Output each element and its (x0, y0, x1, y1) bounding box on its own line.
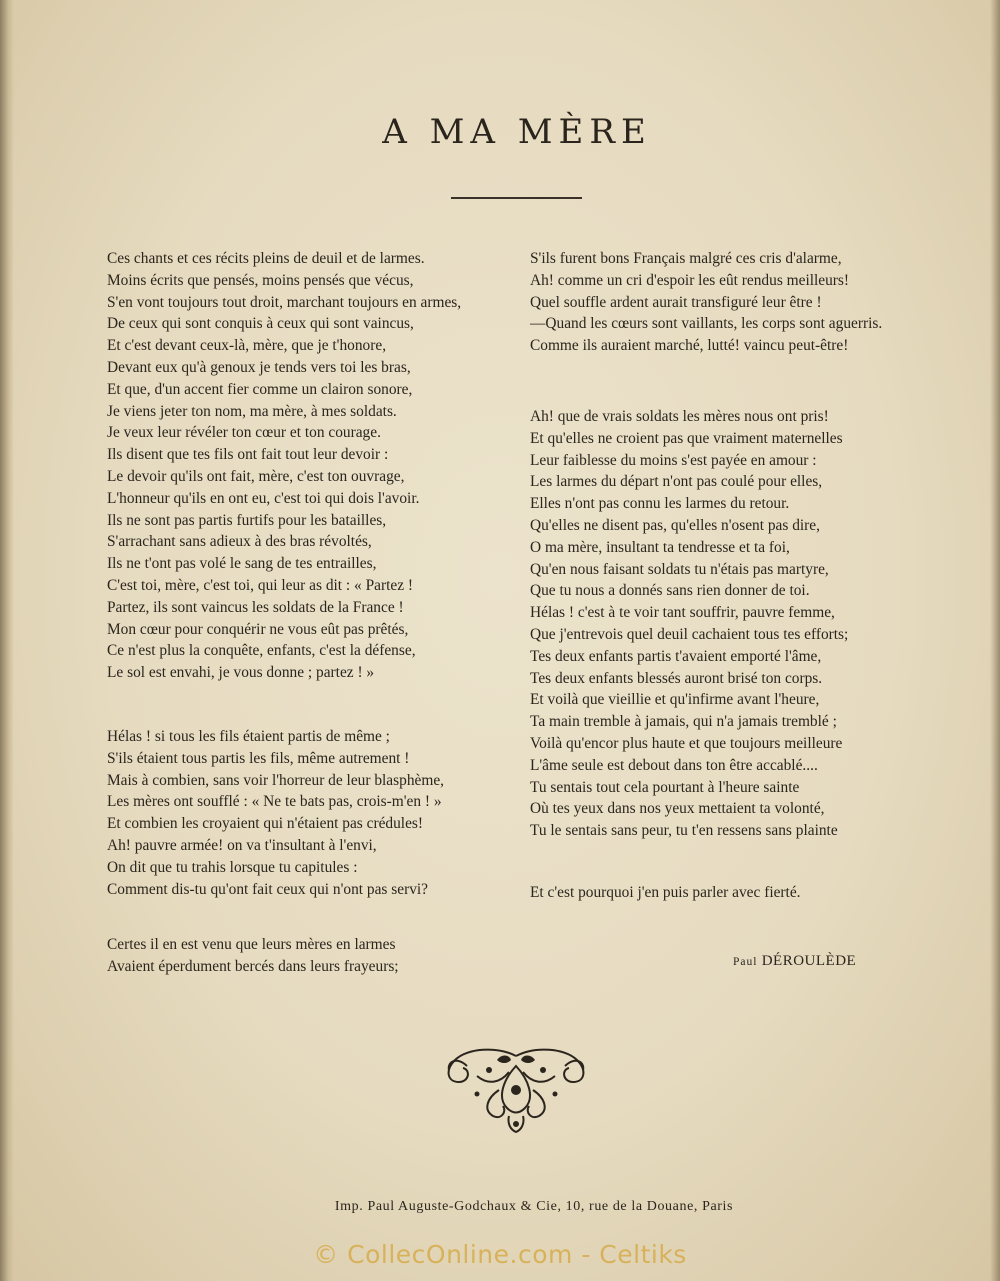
poem-line: Quel souffle ardent aurait transfiguré leur être ! (530, 293, 822, 311)
poem-line: Ah! que de vrais soldats les mères nous ont pris! (530, 407, 829, 425)
poem-line: Hélas ! c'est à te voir tant souffrir, pauvre femme, (530, 604, 835, 622)
poem-line: Je viens jeter ton nom, ma mère, à mes soldats. (107, 402, 397, 420)
poem-line: Et voilà que vieillie et qu'infirme avant l'heure, (530, 691, 820, 709)
stanza (107, 934, 507, 978)
poem-line: S'en vont toujours tout droit, marchant toujours en armes, (107, 293, 462, 311)
stanza (530, 406, 930, 842)
poem-line: De ceux qui sont conquis à ceux qui sont vaincus, (107, 315, 414, 333)
poem-line: Mon cœur pour conquérir ne vous eût pas prêtés, (107, 620, 409, 638)
poem-line: Voilà qu'encor plus haute et que toujours meilleure (530, 734, 843, 752)
title-divider (451, 197, 582, 199)
poem-line: Où tes yeux dans nos yeux mettaient ta volonté, (530, 800, 825, 818)
stanza-gap (107, 684, 507, 726)
poem-line: L'honneur qu'ils en ont eu, c'est toi qui dois l'avoir. (107, 489, 420, 507)
stanza (530, 882, 930, 904)
stanza-gap (107, 900, 507, 934)
poem-line: Elles n'ont pas connu les larmes du retour. (530, 495, 790, 513)
poem-line: C'est toi, mère, c'est toi, qui leur as dit : « Partez ! (107, 576, 414, 594)
author-first-name: Paul (733, 956, 758, 968)
poem-line: Ils disent que tes fils ont fait tout leur devoir : (107, 446, 389, 464)
poem-line: Que j'entrevois quel deuil cachaient tous tes efforts; (530, 625, 849, 643)
author-signature (733, 953, 856, 970)
poem-line: Que tu nous a donnés sans rien donner de toi. (530, 582, 810, 600)
poem-line: Ce n'est plus la conquête, enfants, c'est la défense, (107, 642, 416, 660)
poem-line: Partez, ils sont vaincus les soldats de la France ! (107, 598, 404, 616)
right-column (530, 248, 930, 904)
stanza (530, 248, 930, 357)
poem-line: Et c'est devant ceux-là, mère, que je t'honore, (107, 337, 387, 355)
poem-line: Ils ne sont pas partis furtifs pour les batailles, (107, 511, 387, 529)
poem-line: Certes il en est venu que leurs mères en larmes (107, 936, 396, 954)
poem-line: Leur faiblesse du moins s'est payée en amour : (530, 451, 817, 469)
poem-line: S'ils étaient tous partis les fils, même autrement ! (107, 749, 410, 767)
poem-line: Comment dis-tu qu'ont fait ceux qui n'ont pas servi? (107, 880, 429, 898)
poem-line: Tu le sentais sans peur, tu t'en ressens sans plainte (530, 822, 838, 840)
floral-ornament-icon (437, 1046, 595, 1134)
stanza (107, 726, 507, 900)
poem-line: Et combien les croyaient qui n'étaient pas crédules! (107, 815, 424, 833)
poem-line: Tes deux enfants blessés auront brisé ton corps. (530, 669, 823, 687)
poem-line: Tes deux enfants partis t'avaient emporté l'âme, (530, 647, 822, 665)
poem-line: Le devoir qu'ils ont fait, mère, c'est ton ouvrage, (107, 467, 405, 485)
poem-line: Ah! pauvre armée! on va t'insultant à l'envi, (107, 836, 377, 854)
poem-line: On dit que tu trahis lorsque tu capitules : (107, 858, 358, 876)
poem-line: Les larmes du départ n'ont pas coulé pour elles, (530, 473, 823, 491)
poem-line: O ma mère, insultant ta tendresse et ta foi, (530, 538, 790, 556)
poem-line: Et que, d'un accent fier comme un clairon sonore, (107, 380, 413, 398)
poem-line: Avaient éperdument bercés dans leurs frayeurs; (107, 958, 399, 976)
watermark: © CollecOnline.com - Celtiks (313, 1240, 687, 1269)
poem-line: Les mères ont soufflé : « Ne te bats pas, crois-m'en ! » (107, 793, 442, 811)
poem-line: Ils ne t'ont pas volé le sang de tes entrailles, (107, 555, 377, 573)
poem-line: Et qu'elles ne croient pas que vraiment maternelles (530, 429, 843, 447)
left-column (107, 248, 507, 978)
stanza-gap (530, 842, 930, 882)
poem-title: A MA MÈRE (382, 112, 652, 152)
poem-line: S'arrachant sans adieux à des bras révoltés, (107, 533, 372, 551)
poem-line: Devant eux qu'à genoux je tends vers toi les bras, (107, 358, 411, 376)
poem-line: Mais à combien, sans voir l'horreur de leur blasphème, (107, 771, 444, 789)
stanza-gap (530, 357, 930, 406)
poem-line: L'âme seule est debout dans ton être accablé.... (530, 756, 818, 774)
poem-line: Qu'en nous faisant soldats tu n'étais pas martyre, (530, 560, 829, 578)
poem-line: —Quand les cœurs sont vaillants, les corps sont aguerris. (530, 315, 883, 333)
poem-line: Comme ils auraient marché, lutté! vaincu peut-être! (530, 337, 849, 355)
poem-line: Le sol est envahi, je vous donne ; partez ! » (107, 664, 375, 682)
poem-line: Ta main tremble à jamais, qui n'a jamais tremblé ; (530, 713, 837, 731)
author-last-name: DÉROULÈDE (761, 953, 857, 969)
poem-line: Moins écrits que pensés, moins pensés que vécus, (107, 271, 414, 289)
poem-line: Je veux leur révéler ton cœur et ton courage. (107, 424, 381, 442)
poem-line: Et c'est pourquoi j'en puis parler avec fierté. (530, 883, 801, 901)
printer-imprint: Imp. Paul Auguste-Godchaux & Cie, 10, rue de la Douane, Paris (334, 1199, 734, 1214)
paper-edge-right (990, 0, 1000, 1281)
poem-line: Tu sentais tout cela pourtant à l'heure sainte (530, 778, 800, 796)
poem-line: Qu'elles ne disent pas, qu'elles n'osent pas dire, (530, 516, 820, 534)
poem-line: S'ils furent bons Français malgré ces cris d'alarme, (530, 250, 842, 267)
poem-line: Hélas ! si tous les fils étaient partis de même ; (107, 727, 390, 745)
poem-line: Ces chants et ces récits pleins de deuil et de larmes. (107, 250, 425, 267)
poem-line: Ah! comme un cri d'espoir les eût rendus meilleurs! (530, 271, 850, 289)
stanza (107, 248, 507, 684)
paper-edge-left (0, 0, 14, 1281)
